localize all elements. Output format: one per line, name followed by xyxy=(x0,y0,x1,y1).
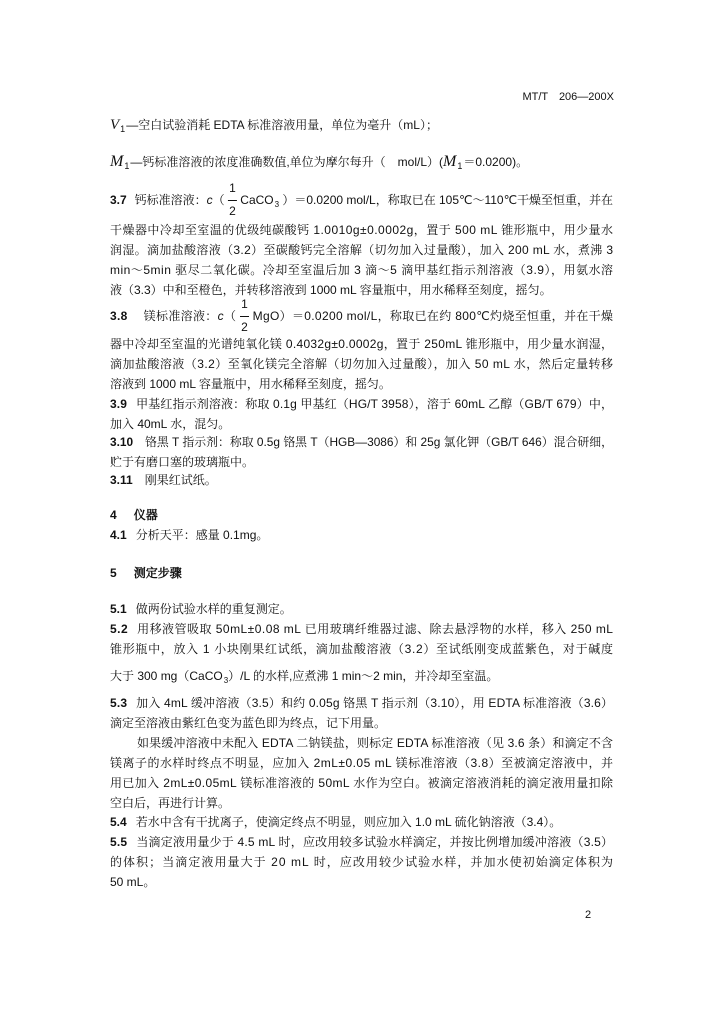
clause-5-2-text: 用移液管吸取 50mL±0.08 mL 已用玻璃纤维器过滤、除去悬浮物的水样，移入 250 mL xyxy=(137,622,614,636)
clause-number-3-11: 3.11 xyxy=(110,473,133,487)
clause-5-3-line-2: 滴定至溶液由紫红色变为蓝色即为终点，记下用量。 xyxy=(110,716,387,730)
clause-3-7-line-4: min～5min 驱尽二氧化碳。冷却至室温后加 3 滴～5 滴甲基红指示剂溶液（3.9），用氨水溶 xyxy=(110,263,614,277)
clause-5-2-line-3-end: ）/L 的水样,应煮沸 1 min～2 min，并冷却至室温。 xyxy=(228,669,499,683)
clause-3-7-line-2: 干燥器中冷却至室温的优级纯碳酸钙 1.0010g±0.0002g，置于 500 mL 锥形瓶中，用少量水 xyxy=(110,223,614,237)
standard-number-header: MT/T 206—200X xyxy=(522,91,614,103)
clause-number-5-2: 5.2 xyxy=(110,622,129,636)
clause-number-5-5: 5.5 xyxy=(110,835,128,849)
symbol-m: M xyxy=(110,153,124,170)
clause-4-1-text: 分析天平：感量 0.1mg。 xyxy=(135,528,269,542)
clause-number-3-8: 3.8 xyxy=(110,309,128,323)
clause-5-3-note-line-3: 用已加入 2mL±0.05mL 镁标准溶液的 50mL 水作为空白。被滴定溶液消耗的滴定液用量扣除 xyxy=(110,776,614,790)
clause-5-3-note-line-1: 如果缓冲溶液中未配入 EDTA 二钠镁盐，则标定 EDTA 标准溶液（见 3.6 条）和滴定不含 xyxy=(137,736,614,750)
symbol-m-value-subscript: 1 xyxy=(457,161,463,171)
fraction-denominator: 2 xyxy=(229,204,236,218)
clause-3-11-text: 刚果红试纸。 xyxy=(144,473,217,487)
clause-5-3-note-line-2: 镁离子的水样时终点不明显，应加入 2mL±0.05 mL 镁标准溶液（3.8）至被滴定溶液中，并 xyxy=(110,756,614,770)
clause-3-10-line-1 xyxy=(110,432,613,452)
clause-5-2-line-3-start: 大于 300 mg（CaCO xyxy=(110,669,223,683)
clause-3-11-line-1 xyxy=(110,470,217,490)
open-paren: （ xyxy=(212,193,228,207)
clause-3-9-line-1 xyxy=(110,394,613,414)
symbol-definition-v1 xyxy=(110,115,438,135)
symbol-v: V xyxy=(110,117,120,133)
fraction-denominator: 2 xyxy=(241,320,248,334)
symbol-m-value: ＝0.0200)。 xyxy=(463,155,529,169)
clause-number-5-3: 5.3 xyxy=(110,696,128,710)
clause-3-8-title: 镁标准溶液： xyxy=(143,309,218,323)
symbol-m-value-symbol: M xyxy=(443,153,457,170)
clause-number-5-1: 5.1 xyxy=(110,602,127,616)
symbol-v-subscript: 1 xyxy=(120,124,126,134)
section-5-heading xyxy=(110,563,182,583)
symbol-definition-m1 xyxy=(110,152,528,172)
clause-number-3-9: 3.9 xyxy=(110,397,128,411)
concentration-symbol: c xyxy=(206,193,213,207)
clause-3-8-line-1 xyxy=(110,297,614,334)
page-number: 2 xyxy=(585,909,592,921)
clause-3-8-line-2: 器中冷却至室温的光谱纯氧化镁 0.4032g±0.0002g，置于 250mL 锥形瓶中，用少量水润湿， xyxy=(110,337,614,351)
clause-3-9-line-2: 加入 40mL 水，混匀。 xyxy=(110,417,231,431)
clause-5-4-text: 若水中含有干扰离子，使滴定终点不明显，则应加入 1.0 mL 硫化钠溶液（3.4）。 xyxy=(135,815,562,829)
clause-3-8-line-4: 溶液到 1000 mL 容量瓶中，用水稀释至刻度，摇匀。 xyxy=(110,377,391,391)
clause-3-10-text: 铬黑 T 指示剂：称取 0.5g 铬黑 T（HGB—3086）和 25g 氯化钾（GB/T 646）混合研细， xyxy=(144,435,613,449)
clause-3-9-text: 甲基红指示剂溶液：称取 0.1g 甲基红（HG/T 3958），溶于 60mL 乙醇（GB/T 679）中， xyxy=(136,397,614,411)
clause-5-5-line-1 xyxy=(110,832,613,852)
clause-number-4-1: 4.1 xyxy=(110,528,127,542)
symbol-v-description: —空白试验消耗 EDTA 标准溶液用量，单位为毫升（mL）； xyxy=(126,118,438,132)
clause-5-5-line-2: 的体积；当滴定液用量大于 20 mL 时，应改用较少试验水样，并加水使初始滴定体积为 xyxy=(110,855,615,869)
fraction-numerator: 1 xyxy=(241,297,248,311)
section-number-5: 5 xyxy=(110,566,117,580)
clause-3-7-text: ）＝0.0200 mol/L，称取已在 105℃～110℃干燥至恒重，并在 xyxy=(279,193,613,207)
clause-5-1-line-1 xyxy=(110,599,292,619)
clause-3-8-line-3: 滴加盐酸溶液（3.2）至氧化镁完全溶解（切勿加入过量酸），加入 50 mL 水，然后定量转移 xyxy=(110,357,614,371)
fraction-bar xyxy=(228,200,237,201)
fraction-numerator: 1 xyxy=(229,181,236,195)
clause-3-7-title: 钙标准溶液： xyxy=(134,193,207,207)
chemical-formula: CaCO xyxy=(236,193,274,207)
clause-5-1-text: 做两份试验水样的重复测定。 xyxy=(135,602,292,616)
clause-5-3-text: 加入 4mL 缓冲溶液（3.5）和约 0.05g 铬黑 T 指示剂（3.10），用 EDTA 标准溶液（3.6） xyxy=(136,696,614,710)
chemical-formula-subscript: 3 xyxy=(274,200,280,209)
clause-5-2-line-3 xyxy=(110,666,498,686)
clause-3-7-line-3: 润湿。滴加盐酸溶液（3.2）至碳酸钙完全溶解（切勿加入过量酸），加入 200 mL 水，煮沸 3 xyxy=(110,243,614,257)
section-4-title: 仪器 xyxy=(133,508,158,522)
clause-5-2-line-2: 锥形瓶中，放入 1 小块刚果红试纸，滴加盐酸溶液（3.2）至试纸刚变成蓝紫色，对于碱度 xyxy=(110,642,614,656)
clause-number-3-10: 3.10 xyxy=(110,435,134,449)
clause-5-4-line-1 xyxy=(110,812,561,832)
concentration-symbol: c xyxy=(217,309,224,323)
fraction-bar xyxy=(240,316,249,317)
clause-5-3-line-1 xyxy=(110,693,613,713)
clause-3-7-line-1 xyxy=(110,181,613,218)
open-paren: （ xyxy=(223,309,240,323)
clause-3-8-text: MgO）＝0.0200 mol/L，称取已在约 800℃灼烧至恒重，并在干燥 xyxy=(248,309,614,323)
fraction-one-half xyxy=(240,297,249,334)
symbol-m-subscript: 1 xyxy=(124,161,130,171)
clause-5-5-line-3: 50 mL。 xyxy=(110,875,156,889)
clause-4-1-line-1 xyxy=(110,525,268,545)
section-number-4: 4 xyxy=(110,508,117,522)
clause-number-3-7: 3.7 xyxy=(110,193,127,207)
symbol-m-description: —钙标准溶液的浓度准确数值,单位为摩尔每升（ mol/L）( xyxy=(130,155,444,169)
clause-number-5-4: 5.4 xyxy=(110,815,127,829)
section-5-title: 测定步骤 xyxy=(133,566,182,580)
fraction-one-half xyxy=(228,181,237,218)
clause-5-5-text: 当滴定液用量少于 4.5 mL 时，应改用较多试验水样滴定，并按比例增加缓冲溶液（3.5） xyxy=(136,835,614,849)
chemical-formula-subscript: 3 xyxy=(223,676,229,685)
clause-3-10-line-2: 贮于有磨口塞的玻璃瓶中。 xyxy=(110,455,255,469)
clause-5-2-line-1 xyxy=(110,619,613,639)
section-4-heading xyxy=(110,505,158,525)
clause-3-7-line-5: 液（3.3）中和至橙色，并转移溶液到 1000 mL 容量瓶中，用水稀释至刻度，摇匀。 xyxy=(110,283,552,297)
clause-5-3-note-line-4: 空白后，再进行计算。 xyxy=(110,796,231,810)
